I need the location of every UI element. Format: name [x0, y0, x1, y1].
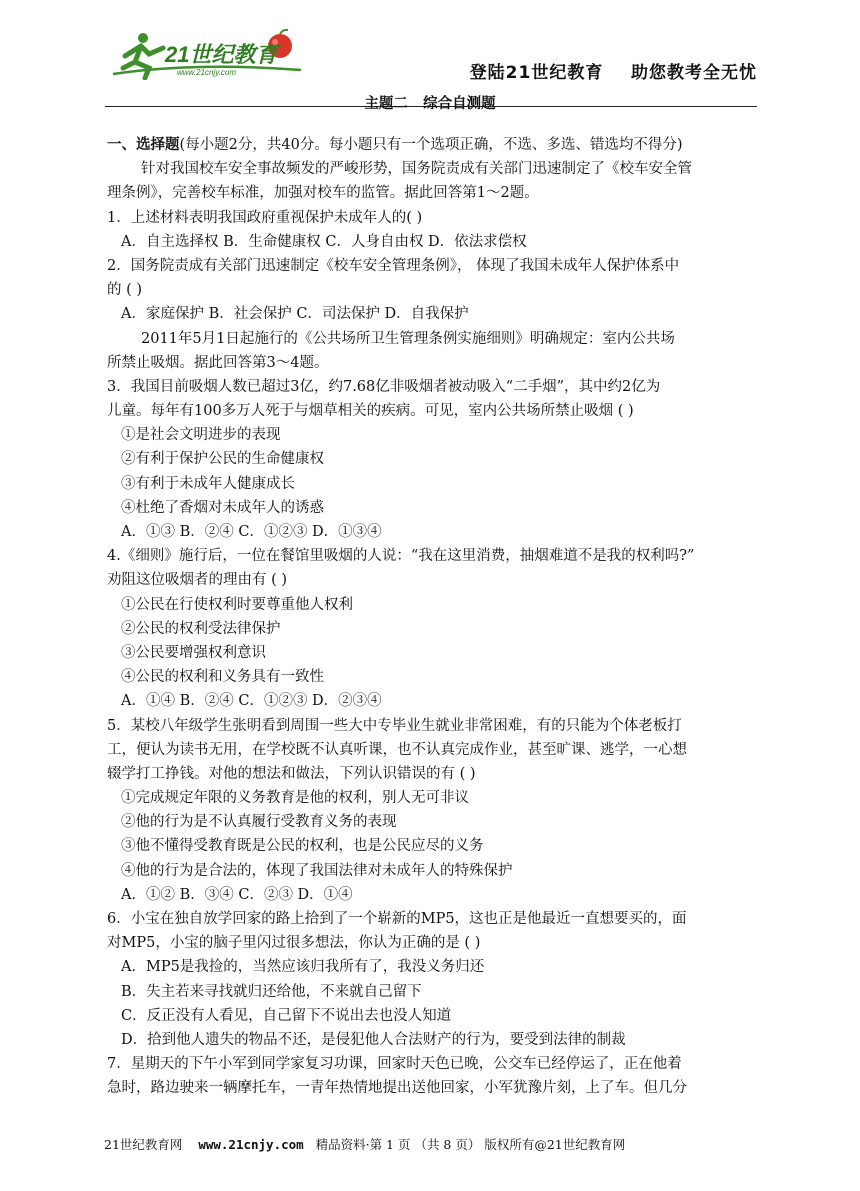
- footer-left: 21世纪教育网: [104, 1137, 183, 1152]
- text-line: ④公民的权利和义务具有一致性: [121, 669, 324, 686]
- text-line: A．①③ B．②④ C．①②③ D．①③④: [121, 524, 382, 540]
- text-line: ③有利于未成年人健康成长: [121, 475, 295, 492]
- question-body: [107, 133, 759, 1101]
- text-line: 3．我国目前吸烟人数已超过3亿，约7.68亿非吸烟者被动吸入“二手烟”，其中约2亿为: [107, 378, 661, 395]
- text-line: B．失主若来寻找就归还给他，不来就自己留下: [121, 983, 422, 1000]
- text-line: 7．星期天的下午小军到同学家复习功课，回家时天色已晚，公交车已经停运了，正在他着: [107, 1056, 682, 1073]
- text-line: 辍学打工挣钱。对他的想法和做法，下列认识错误的有 ( ): [107, 765, 476, 782]
- text-line: ④他的行为是合法的，体现了我国法律对未成年人的特殊保护: [121, 862, 513, 879]
- text-line: D．拾到他人遗失的物品不还，是侵犯他人合法财产的行为，要受到法律的制裁: [121, 1031, 626, 1048]
- text-line: A．自主选择权 B．生命健康权 C．人身自由权 D．依法求偿权: [121, 233, 527, 250]
- text-line: 4.《细则》施行后，一位在餐馆里吸烟的人说：“我在这里消费，抽烟难道不是我的权利吗?”: [107, 548, 695, 565]
- text-line: 针对我国校车安全事故频发的严峻形势，国务院责成有关部门迅速制定了《校车安全管: [141, 161, 692, 178]
- text-line: 劝阻这位吸烟者的理由有 ( ): [107, 572, 288, 589]
- text-line: 5．某校八年级学生张明看到周围一些大中专毕业生就业非常困难，有的只能为个体老板打: [107, 717, 682, 734]
- text-line: A．①② B．③④ C．②③ D．①④: [121, 886, 353, 903]
- text-line: ③他不懂得受教育既是公民的权利，也是公民应尽的义务: [121, 838, 484, 855]
- text-line: ②他的行为是不认真履行受教育义务的表现: [121, 814, 397, 831]
- text-line: 工，便认为读书无用，在学校既不认真听课，也不认真完成作业，甚至旷课、逃学，一心想: [107, 741, 687, 758]
- site-logo: [105, 28, 305, 80]
- section-heading: 一、选择题: [107, 136, 180, 153]
- text-line: A．MP5是我捡的，当然应该归我所有了，我没义务归还: [121, 959, 485, 976]
- text-line: ①公民在行使权利时要尊重他人权利: [121, 596, 353, 613]
- page-footer: [104, 1135, 625, 1153]
- text-line: C．反正没有人看见，自己留下不说出去也没人知道: [121, 1007, 452, 1024]
- text-line: [107, 133, 759, 157]
- text-line: ①是社会文明进步的表现: [121, 427, 281, 444]
- text-line: 儿童。每年有100多万人死于与烟草相关的疾病。可见，室内公共场所禁止吸烟 ( ): [107, 403, 634, 420]
- page-title: 主题二 综合自测题: [364, 95, 496, 112]
- logo-text: 21世纪教育: [165, 42, 278, 67]
- footer-right: 精品资料·第 1 页 （共 8 页） 版权所有@21世纪教育网: [315, 1137, 626, 1152]
- page-header: [105, 28, 757, 82]
- footer-site: www.21cnjy.com: [198, 1137, 304, 1152]
- text-line: ②公民的权利受法律保护: [121, 620, 281, 637]
- text-line: ③公民要增强权利意识: [121, 644, 266, 661]
- logo-url: www.21cnjy.com: [177, 68, 236, 77]
- header-slogan: 登陆21世纪教育 助您教考全无忧: [469, 63, 757, 83]
- text-line: ②有利于保护公民的生命健康权: [121, 451, 324, 468]
- text-line: 对MP5，小宝的脑子里闪过很多想法，你认为正确的是 ( ): [107, 935, 481, 952]
- section-instructions: (每小题2分，共40分。每小题只有一个选项正确，不选、多选、错选均不得分): [179, 137, 683, 153]
- text-line: 2．国务院责成有关部门迅速制定《校车安全管理条例》， 体现了我国未成年人保护体系中: [107, 257, 680, 274]
- text-line: 所禁止吸烟。据此回答第3～4题。: [107, 354, 329, 371]
- text-line: 理条例》，完善校车标准，加强对校车的监管。据此回答第1～2题。: [107, 185, 539, 202]
- text-line: A．①④ B．②④ C．①②③ D．②③④: [121, 693, 382, 710]
- text-line: A．家庭保护 B．社会保护 C．司法保护 D．自我保护: [121, 306, 469, 323]
- text-line: 6．小宝在独自放学回家的路上拾到了一个崭新的MP5，这也正是他最近一直想要买的，面: [107, 911, 687, 927]
- text-line: ④杜绝了香烟对未成年人的诱惑: [121, 499, 324, 516]
- text-line: 急时，路边驶来一辆摩托车，一青年热情地提出送他回家，小军犹豫片刻，上了车。但几分: [107, 1080, 687, 1097]
- text-line: 的 ( ): [107, 282, 143, 299]
- text-line: ①完成规定年限的义务教育是他的权利，别人无可非议: [121, 790, 469, 807]
- text-line: 2011年5月1日起施行的《公共场所卫生管理条例实施细则》明确规定：室内公共场: [141, 330, 675, 347]
- text-line: 1．上述材料表明我国政府重视保护未成年人的( ): [107, 209, 423, 226]
